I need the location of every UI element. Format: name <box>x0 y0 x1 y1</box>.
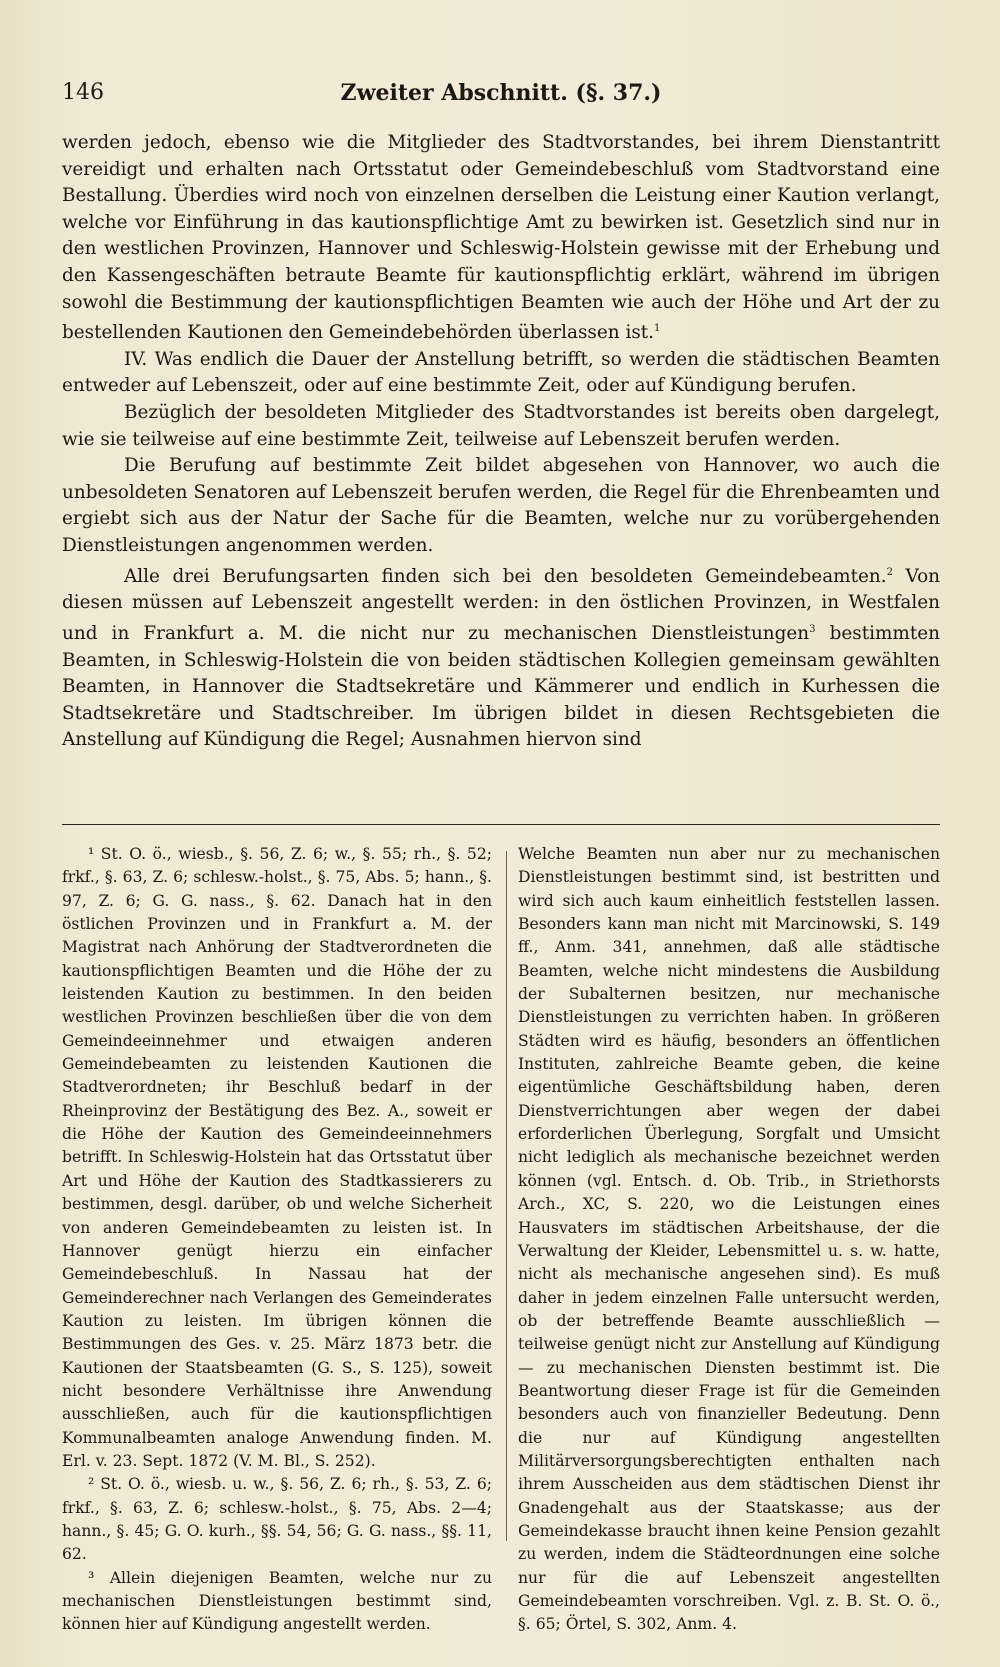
footnote-1: ¹ St. O. ö., wiesb., §. 56, Z. 6; w., §. 55; rh., §. 52; frkf., §. 63, Z. 6; schlesw.-holst., §. 75, Abs. 5; hann., §. 97, Z. 6; G. G. nass., §. 62. Danach hat in den östlichen Provinzen und in Frankfurt a. M. der Magistrat nach Anhörung der Stadtverordneten die kautionspflichtigen Beamten und die Höhe der zu leistenden Kaution zu bestimmen. In den beiden westlichen Provinzen beschließen über die von dem Gemeindeeinnehmer und etwaigen anderen Gemeindebeamten zu leistenden Kautionen die Stadtverordneten; ihr Beschluß bedarf in der Rheinprovinz der Bestätigung des Bez. A., soweit er die Höhe der Kaution des Gemeindeeinnehmers betrifft. In Schleswig-Holstein hat das Ortsstatut über Art und Höhe der Kaution des Stadtkassierers zu bestimmen, desgl. darüber, ob und welche Sicherheit von anderen Gemeindebeamten zu leisten ist. In Hannover genügt hierzu ein einfacher Gemeindebeschluß. In Nassau hat der Gemeinderechner nach Verlangen des Gemeinderates Kaution zu leisten. Im übrigen können die Bestimmungen des Ges. v. 25. März 1873 betr. die Kautionen der Staatsbeamten (G. S., S. 125), soweit nicht besondere Verhältnisse ihre Anwendung ausschließen, auch für die kautionspflichtigen Kommunalbeamten analoge Anwendung finden. M. Erl. v. 23. Sept. 1872 (V. M. Bl., S. 252). <box>62 845 492 1470</box>
main-text <box>62 130 940 754</box>
paragraph-berufungsarten-text-c: bestimmten Beamten, in Schleswig-Holstein die von beiden städtischen Kollegien gemeinsam gewählten Beamten, in Hannover die Stadtsekretäre und Kämmerer und endlich in Kurhessen die Stadtsekretäre und Stadtschreiber. Im übrigen bildet in diesen Rechtsgebieten die Anstellung auf Kündigung die Regel; Ausnahmen hiervon sind <box>62 623 940 751</box>
footnote-rule <box>62 824 940 825</box>
footnote-ref-2: 2 <box>886 566 893 578</box>
page-header <box>62 80 940 114</box>
column-separator <box>506 851 507 1541</box>
paragraph-kaution <box>62 130 940 347</box>
paragraph-bestimmte-zeit: Die Berufung auf bestimmte Zeit bildet abgesehen von Hannover, wo auch die unbesoldeten Senatoren auf Lebenszeit berufen werden, die Regel für die Ehrenbeamten und ergiebt sich aus der Natur der Sache für die Beamten, welche nur zu vorübergehenden Dienstleistungen angenommen werden. <box>62 455 940 557</box>
running-head: Zweiter Abschnitt. (§. 37.) <box>340 80 662 106</box>
footnote-2: ² St. O. ö., wiesb. u. w., §. 56, Z. 6; rh., §. 53, Z. 6; frkf., §. 63, Z. 6; schlesw.-holst., §. 75, Abs. 2—4; hann., §. 45; G. O. kurh., §§. 54, 56; G. G. nass., §§. 11, 62. <box>62 1475 492 1564</box>
paragraph-berufungsarten-text-b: Von diesen müssen auf Lebenszeit angestellt werden: in den östlichen Provinzen, in Westfalen und in Frankfurt a. M. die nicht nur zu mechanischen Dienstleistungen <box>62 565 941 645</box>
footnotes-right-column <box>518 843 940 1637</box>
paragraph-berufungsarten <box>62 560 940 754</box>
paragraph-besoldete-mitglieder: Bezüglich der besoldeten Mitglieder des Stadtvorstandes ist bereits oben dargelegt, wie sie teilweise auf eine bestimmte Zeit, teilweise auf Lebenszeit berufen werden. <box>62 402 940 450</box>
paragraph-berufungsarten-text-a: Alle drei Berufungsarten finden sich bei den besoldeten Gemeindebeamten. <box>124 565 887 587</box>
paragraph-dauer: IV. Was endlich die Dauer der Anstellung betrifft, so werden die städtischen Beamten entweder auf Lebenszeit, oder auf eine bestimmte Zeit, oder auf Kündigung berufen. <box>62 348 940 397</box>
footnote-3-continued: Welche Beamten nun aber nur zu mechanischen Dienstleistungen bestimmt sind, ist bestritten und wird sich auch kaum einheitlich feststellen lassen. Besonders kann man nicht mit Marcinowski, S. 149 ff., Anm. 341, annehmen, daß alle städtische Beamten, welche nicht mindestens die Ausbildung der Subalternen besitzen, nur mechanische Dienstleistungen zu verrichten haben. In größeren Städten wird es häufig, besonders an öffentlichen Instituten, zahlreiche Beamte geben, die keine eigentümliche Geschäftsbildung haben, deren Dienstverrichtungen aber wegen der dabei erforderlichen Überlegung, Sorgfalt und Umsicht nicht lediglich als mechanische bezeichnet werden können (vgl. Entsch. d. Ob. Trib., in Striethorsts Arch., XC, S. 220, wo die Leistungen eines Hausvaters im städtischen Arbeitshause, der die Verwaltung der Kleider, Lebensmittel u. s. w. hatte, nicht als mechanische angesehen sind). Es muß daher in jedem einzelnen Falle untersucht werden, ob der betreffende Beamte ausschließlich — teilweise genügt nicht zur Anstellung auf Kündigung — zu mechanischen Diensten bestimmt ist. Die Beantwortung dieser Frage ist für die Gemeinden besonders auch von finanzieller Bedeutung. Denn die nur auf Kündigung angestellten Militärversorgungsberechtigten enthalten nach ihrem Ausscheiden aus dem städtischen Dienst ihr Gnadengehalt aus der Staatskasse; aus der Gemeindekasse braucht ihnen keine Pension gezahlt zu werden, indem die Städteordnungen eine solche nur für die auf Lebenszeit angestellten Gemeindebeamten vorschreiben. Vgl. z. B. St. O. ö., §. 65; Örtel, S. 302, Anm. 4. <box>518 845 940 1634</box>
footnote-3: ³ Allein diejenigen Beamten, welche nur zu mechanischen Dienstleistungen bestimmt sind, können hier auf Kündigung angestellt werden. <box>62 1568 492 1634</box>
paragraph-kaution-text: werden jedoch, ebenso wie die Mitglieder des Stadtvorstandes, bei ihrem Dienstantritt vereidigt und erhalten nach Ortsstatut oder Gemeindebeschluß vom Stadtvorstand eine Bestallung. Überdies wird noch von einzelnen derselben die Leistung einer Kaution verlangt, welche vor Einführung in das kautionspflichtige Amt zu bewirken ist. Gesetzlich sind nur in den westlichen Provinzen, Hannover und Schleswig-Holstein gewisse mit der Erhebung und den Kassengeschäften betraute Beamte für kautionspflichtig erklärt, während im übrigen sowohl die Bestimmung der kautionspflichtigen Beamten wie auch der Höhe und Art der zu bestellenden Kautionen den Gemeindebehörden überlassen ist. <box>62 132 940 344</box>
footnote-ref-3: 3 <box>809 623 816 635</box>
footnote-ref-1: 1 <box>654 323 661 335</box>
footnotes-left-column <box>62 843 492 1637</box>
page-number: 146 <box>62 80 104 105</box>
